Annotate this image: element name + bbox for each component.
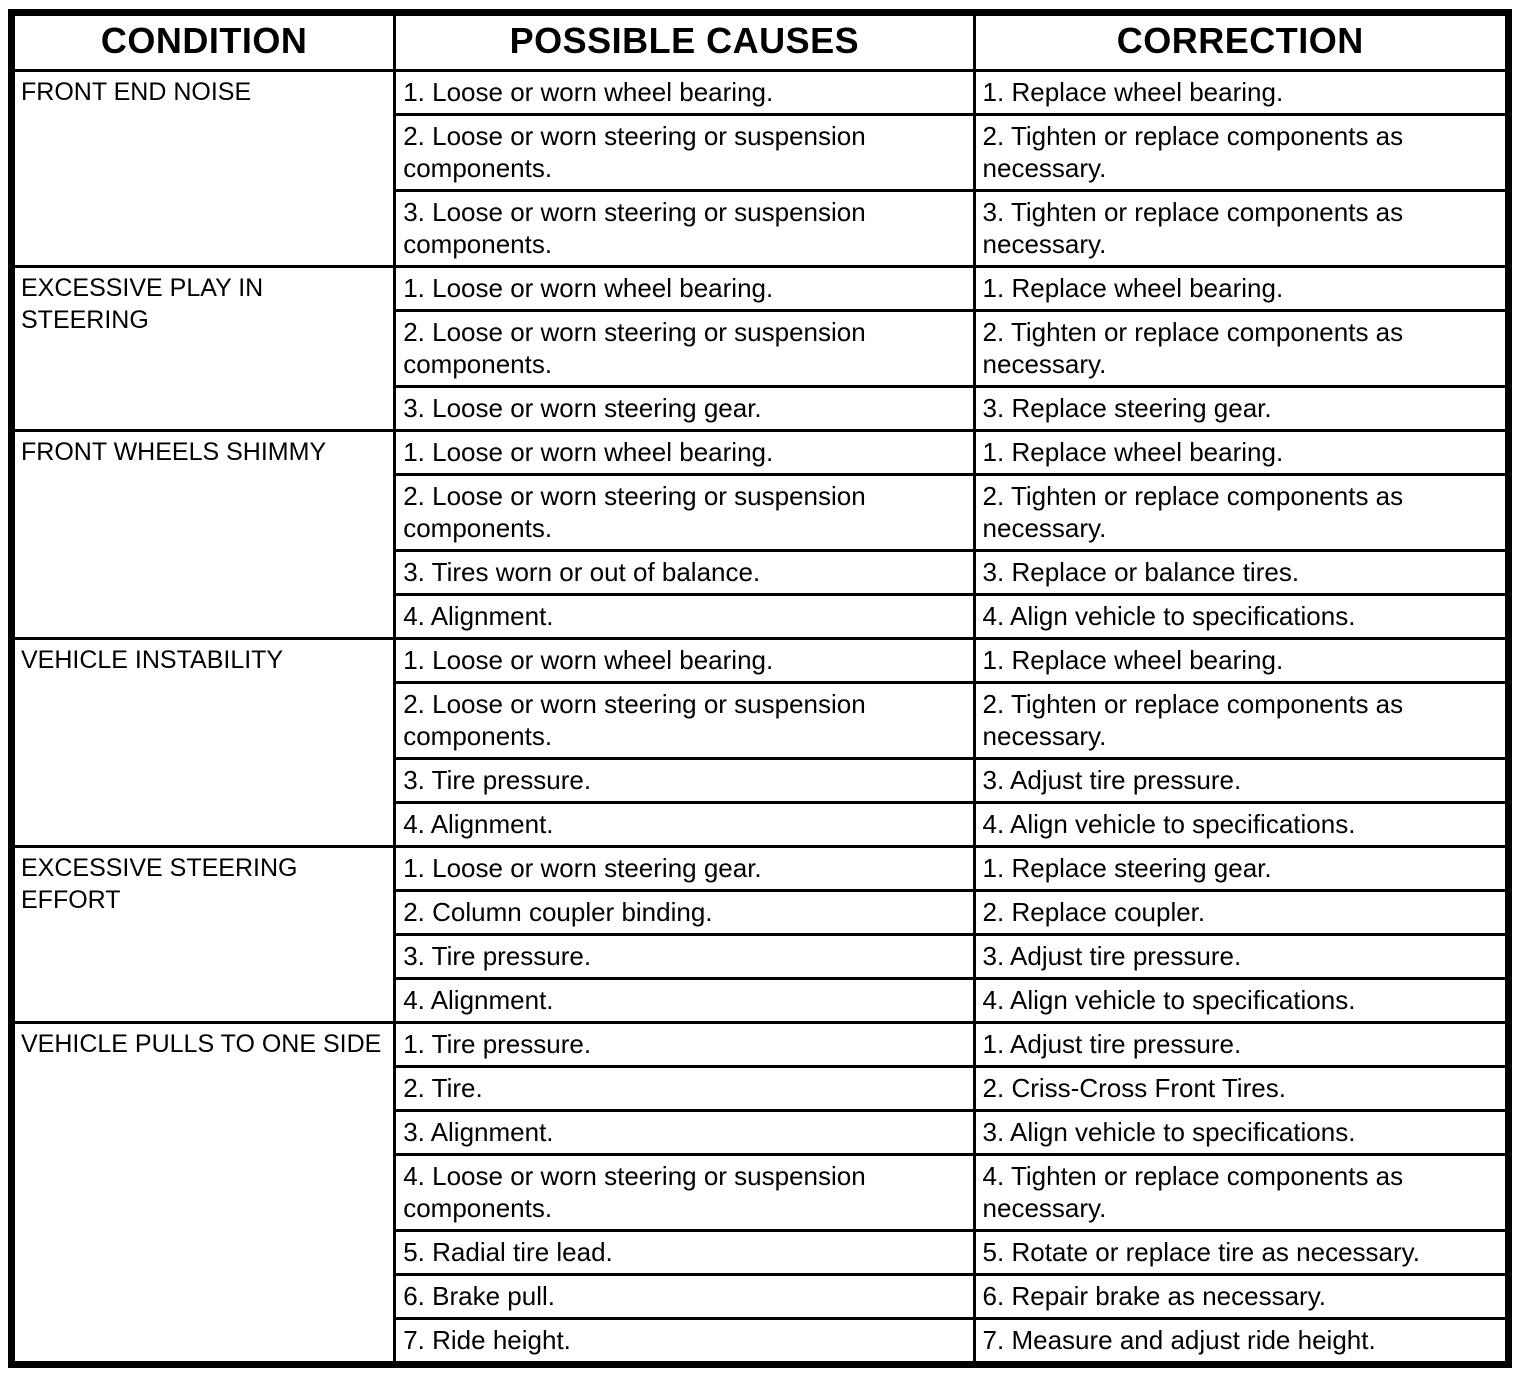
correction-cell: 2. Replace coupler.	[974, 891, 1508, 935]
condition-cell: EXCESSIVE PLAY IN STEERING	[12, 267, 395, 431]
correction-cell: 7. Measure and adjust ride height.	[974, 1319, 1508, 1365]
cause-cell: 3. Loose or worn steering or suspension components.	[395, 191, 974, 267]
correction-cell: 5. Rotate or replace tire as necessary.	[974, 1231, 1508, 1275]
cause-cell: 1. Loose or worn wheel bearing.	[395, 639, 974, 683]
correction-cell: 2. Criss-Cross Front Tires.	[974, 1067, 1508, 1111]
correction-cell: 4. Tighten or replace components as necessary.	[974, 1155, 1508, 1231]
cause-cell: 2. Loose or worn steering or suspension components.	[395, 475, 974, 551]
cause-cell: 2. Tire.	[395, 1067, 974, 1111]
condition-cell: EXCESSIVE STEERING EFFORT	[12, 847, 395, 1023]
correction-cell: 1. Replace wheel bearing.	[974, 71, 1508, 115]
cause-cell: 2. Column coupler binding.	[395, 891, 974, 935]
cause-cell: 1. Loose or worn steering gear.	[395, 847, 974, 891]
cause-cell: 1. Tire pressure.	[395, 1023, 974, 1067]
cause-cell: 1. Loose or worn wheel bearing.	[395, 267, 974, 311]
cause-cell: 3. Tires worn or out of balance.	[395, 551, 974, 595]
condition-cell: VEHICLE INSTABILITY	[12, 639, 395, 847]
correction-cell: 3. Replace steering gear.	[974, 387, 1508, 431]
correction-cell: 4. Align vehicle to specifications.	[974, 803, 1508, 847]
correction-cell: 3. Align vehicle to specifications.	[974, 1111, 1508, 1155]
table-row	[12, 267, 1509, 311]
header-row	[12, 13, 1509, 71]
cause-cell: 1. Loose or worn wheel bearing.	[395, 431, 974, 475]
correction-cell: 4. Align vehicle to specifications.	[974, 595, 1508, 639]
table-row	[12, 71, 1509, 115]
cause-cell: 5. Radial tire lead.	[395, 1231, 974, 1275]
correction-cell: 3. Replace or balance tires.	[974, 551, 1508, 595]
table-row	[12, 1023, 1509, 1067]
correction-cell: 3. Adjust tire pressure.	[974, 759, 1508, 803]
table-body	[12, 71, 1509, 1365]
correction-cell: 1. Replace wheel bearing.	[974, 431, 1508, 475]
cause-cell: 4. Alignment.	[395, 979, 974, 1023]
cause-cell: 6. Brake pull.	[395, 1275, 974, 1319]
correction-cell: 2. Tighten or replace components as necessary.	[974, 475, 1508, 551]
correction-cell: 4. Align vehicle to specifications.	[974, 979, 1508, 1023]
diagnosis-table	[8, 9, 1512, 1368]
table-row	[12, 431, 1509, 475]
condition-cell: FRONT WHEELS SHIMMY	[12, 431, 395, 639]
header-condition: CONDITION	[12, 13, 395, 71]
header-possible-causes: POSSIBLE CAUSES	[395, 13, 974, 71]
correction-cell: 1. Replace wheel bearing.	[974, 639, 1508, 683]
table-row	[12, 639, 1509, 683]
correction-cell: 2. Tighten or replace components as necessary.	[974, 683, 1508, 759]
condition-cell: VEHICLE PULLS TO ONE SIDE	[12, 1023, 395, 1365]
cause-cell: 1. Loose or worn wheel bearing.	[395, 71, 974, 115]
cause-cell: 4. Alignment.	[395, 595, 974, 639]
correction-cell: 1. Adjust tire pressure.	[974, 1023, 1508, 1067]
correction-cell: 3. Tighten or replace components as necessary.	[974, 191, 1508, 267]
correction-cell: 2. Tighten or replace components as necessary.	[974, 311, 1508, 387]
cause-cell: 4. Loose or worn steering or suspension components.	[395, 1155, 974, 1231]
cause-cell: 7. Ride height.	[395, 1319, 974, 1365]
cause-cell: 2. Loose or worn steering or suspension components.	[395, 683, 974, 759]
correction-cell: 3. Adjust tire pressure.	[974, 935, 1508, 979]
cause-cell: 4. Alignment.	[395, 803, 974, 847]
table-row	[12, 847, 1509, 891]
cause-cell: 3. Tire pressure.	[395, 759, 974, 803]
correction-cell: 6. Repair brake as necessary.	[974, 1275, 1508, 1319]
cause-cell: 2. Loose or worn steering or suspension components.	[395, 311, 974, 387]
condition-cell: FRONT END NOISE	[12, 71, 395, 267]
correction-cell: 1. Replace wheel bearing.	[974, 267, 1508, 311]
cause-cell: 2. Loose or worn steering or suspension components.	[395, 115, 974, 191]
correction-cell: 2. Tighten or replace components as necessary.	[974, 115, 1508, 191]
cause-cell: 3. Alignment.	[395, 1111, 974, 1155]
cause-cell: 3. Loose or worn steering gear.	[395, 387, 974, 431]
cause-cell: 3. Tire pressure.	[395, 935, 974, 979]
header-correction: CORRECTION	[974, 13, 1508, 71]
correction-cell: 1. Replace steering gear.	[974, 847, 1508, 891]
